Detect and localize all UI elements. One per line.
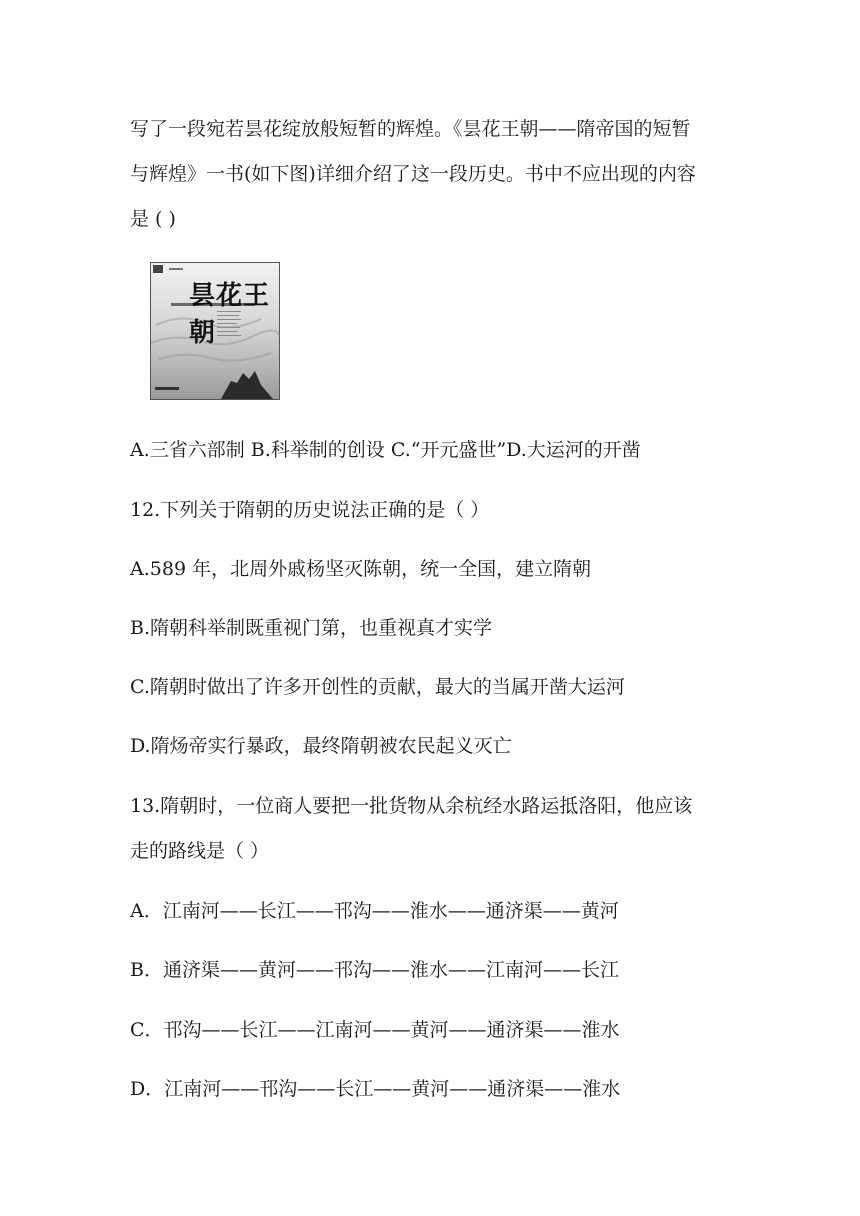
q13-option-c: C．邗沟——长江——江南河——黄河——通济渠——淮水 (130, 1019, 620, 1041)
q11-text-line-3: 是 ( ) (130, 208, 176, 230)
q13-option-d: D．江南河——邗沟——长江——黄河——通济渠——淮水 (130, 1078, 621, 1100)
q13-stem-line-1: 13.隋朝时，一位商人要把一批货物从余杭经水路运抵洛阳，他应该 (130, 795, 693, 817)
q11-options: A.三省六部制 B.科举制的创设 C.“开元盛世”D.大运河的开凿 (130, 439, 641, 461)
q13-option-a: A．江南河——长江——邗沟——淮水——通济渠——黄河 (130, 900, 619, 922)
q11-text-line-2: 与辉煌》一书(如下图)详细介绍了这一段历史。书中不应出现的内容 (130, 163, 696, 185)
q12-option-a: A.589 年，北周外戚杨坚灭陈朝，统一全国，建立隋朝 (130, 558, 592, 580)
q12-option-b: B.隋朝科举制既重视门第，也重视真才实学 (130, 617, 493, 639)
q12-stem: 12.下列关于隋朝的历史说法正确的是（ ） (130, 499, 490, 521)
q13-option-b: B．通济渠——黄河——邗沟——淮水——江南河——长江 (130, 959, 619, 981)
q13-stem-line-2: 走的路线是（ ） (130, 840, 270, 862)
q11-text-line-1: 写了一段宛若昙花绽放般短暂的辉煌。《昙花王朝——隋帝国的短暂 (130, 118, 691, 140)
q12-option-c: C.隋朝时做出了许多开创性的贡献，最大的当属开凿大运河 (130, 676, 625, 698)
q12-option-d: D.隋炀帝实行暴政，最终隋朝被农民起义灭亡 (130, 735, 512, 757)
book-cover-image (150, 262, 280, 400)
book-title-calligraphy: 昙花王朝 (189, 281, 271, 348)
